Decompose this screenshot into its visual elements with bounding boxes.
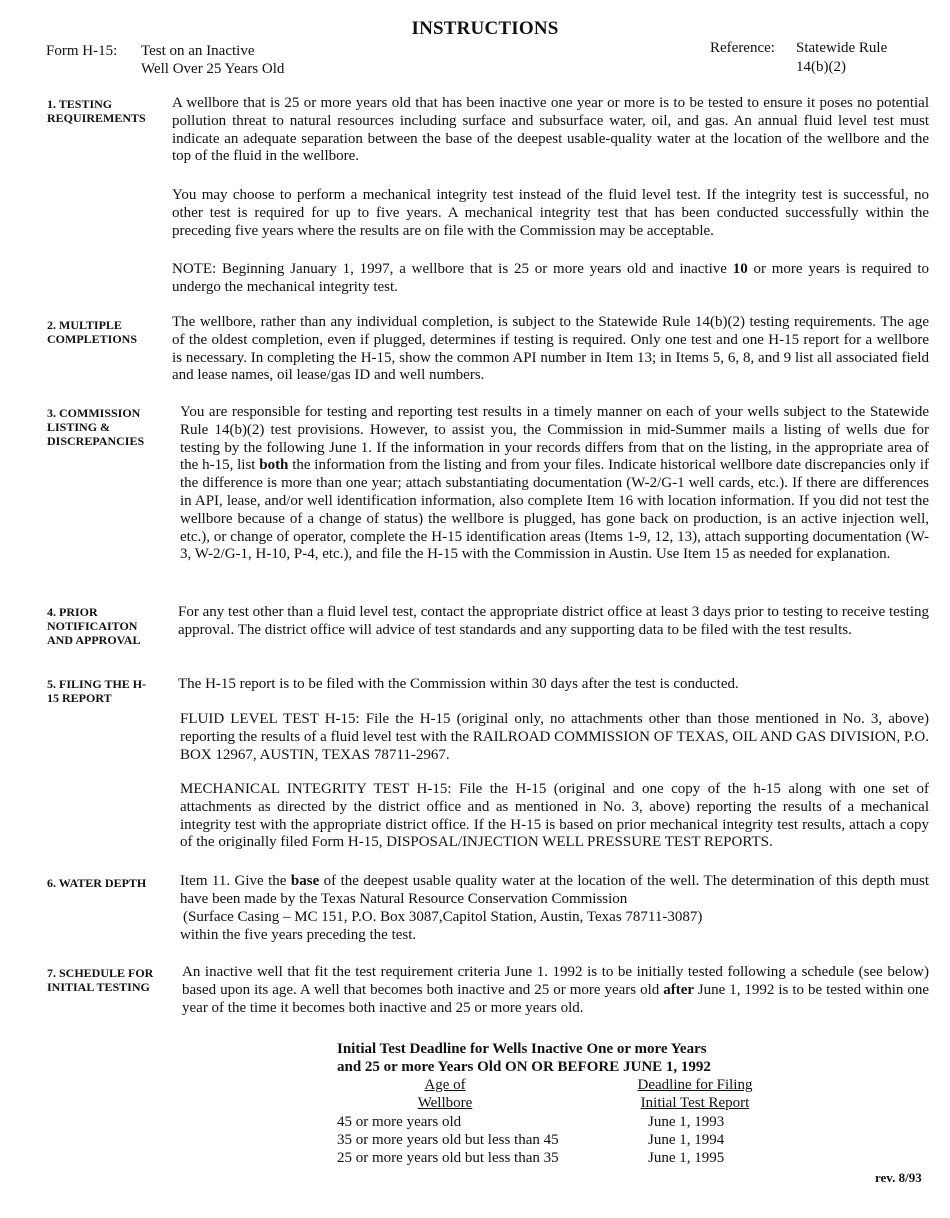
deadline-cell: June 1, 1995 [648,1150,725,1166]
section-5-paragraph-3: MECHANICAL INTEGRITY TEST H-15: File the H-15 (original and one copy of the h-15 along with one set of attachments as directed by the district office and as mentioned in No. 3, above) reporting the results of a mechanical integrity test with the appropriate district office. If the H-15 is based on prior mechanical integrity test results, attach a copy of the originally filed Form H-15, DISPOSAL/INJECTION WELL PRESSURE TEST REPORTS. [180,781,929,851]
section-label-water-depth: 6. WATER DEPTH [47,876,147,890]
schedule-table-title [337,1040,711,1076]
schedule-table-title-line-2: and 25 or more Years Old ON OR BEFORE JUNE 1, 1992 [337,1059,711,1075]
table-row-deadline [648,1131,724,1149]
table-row [337,1149,559,1167]
section-7-paragraph-1: An inactive well that fit the test requirement criteria June 1. 1992 is to be initially tested following a schedule (see below) based upon its age. A well that becomes both inactive and 25 or more years old after June 1, 1992 is to be tested within one year of the time it becomes both inactive and 25 or more years old. [182,964,930,1016]
age-cell: 25 or more years old but less than 35 [337,1150,559,1166]
column-header-deadline-line-1: Deadline for Filing [637,1077,753,1093]
table-row [337,1131,559,1149]
section-5-paragraph-2: FLUID LEVEL TEST H-15: File the H-15 (original only, no attachments other than those mentioned in No. 3, above) reporting the results of a fluid level test with the RAILROAD COMMISSION OF TEXAS, OIL AND GAS DIVISION, P.O. BOX 12967, AUSTIN, TEXAS 78711-2967. [180,711,929,763]
deadline-cell: June 1, 1994 [648,1132,725,1148]
section-label-commission-listing: 3. COMMISSION LISTING & DISCREPANCIES [47,406,145,448]
reference-label: Reference: [710,40,775,56]
section-6-paragraph-3: within the five years preceding the test. [180,927,417,943]
section-3-paragraph-1: You are responsible for testing and reporting test results in a timely manner on each of your wells subject to the Statewide Rule 14(b)(2) test provisions. However, to assist you, the Commission in mid-Summer mails a listing of wells due for testing by the following June 1. If the information in your records differs from that on the listing, in the appropriate area of the h-15, list both the information from the listing and from your files. Indicate historical wellbore date discrepancies only if the difference is more than one year; attach substantiating documentation (W-2/G-1 well cards, etc.). If there are differences in API, lease, and/or well identification information, also complete Item 16 with location information. If you did not test the wellbore because of a change of status) the wellbore is plugged, has gone back on production, is an active injection well, etc.), or change of operator, complete the H-15 identification areas (Items 1-9, 12, 13), attach supporting documentation (W-3, W-2/G-1, H-10, P-4, etc.), and file the H-15 with the Commission in Austin. Use Item 15 as needed for explanation. [180,404,929,563]
section-label-multiple-completions: 2. MULTIPLE COMPLETIONS [47,318,138,346]
section-label-testing-requirements: 1. TESTING REQUIREMENTS [47,97,146,125]
form-description-line-1: Test on an Inactive [141,43,255,59]
section-5-paragraph-1: The H-15 report is to be filed with the Commission within 30 days after the test is conducted. [178,676,739,692]
table-row-deadline [648,1113,724,1131]
reference-value [796,39,887,77]
revision-date: rev. 8/93 [875,1170,922,1185]
column-header-age [400,1076,490,1112]
age-cell: 45 or more years old [337,1114,462,1130]
schedule-table-title-line-1: Initial Test Deadline for Wells Inactive One or more Years [337,1041,707,1057]
column-header-age-line-1: Age of [424,1077,466,1093]
form-description-line-2: Well Over 25 Years Old [141,61,285,77]
reference-value-line-1: Statewide Rule [796,40,888,56]
column-header-deadline-line-2: Initial Test Report [640,1095,750,1111]
deadline-cell: June 1, 1993 [648,1114,725,1130]
section-label-schedule: 7. SCHEDULE FOR INITIAL TESTING [47,966,154,994]
section-1-paragraph-1: A wellbore that is 25 or more years old that has been inactive one year or more is to be tested to ensure it poses no potential pollution threat to natural resources including surface and subsurface water, oil, and gas. An annual fluid level test must indicate an adequate separation between the base of the deepest usable-quality water at the location of the wellbore and the top of the fluid in the wellbore. [172,95,929,165]
page-title: INSTRUCTIONS [411,18,559,39]
reference [710,39,888,75]
table-row [337,1113,461,1131]
section-label-prior-notification: 4. PRIOR NOTIFICAITON AND APPROVAL [47,605,141,647]
section-1-paragraph-2: You may choose to perform a mechanical integrity test instead of the fluid level test. If the integrity test is successful, no other test is required for up to five years. A mechanical integrity test that has been conducted successfully within the preceding five years where the results are on file with the Commission may be acceptable. [172,187,929,239]
section-6-paragraph-2: (Surface Casing – MC 151, P.O. Box 3087,Capitol Station, Austin, Texas 78711-3087) [183,909,703,925]
form-identifier [46,42,285,77]
form-description [141,42,284,78]
section-4-paragraph-1: For any test other than a fluid level test, contact the appropriate district office at least 3 days prior to testing to receive testing approval. The district office will advice of test standards and any supporting data to be filed with the test results. [178,604,929,638]
section-2-paragraph-1: The wellbore, rather than any individual completion, is subject to the Statewide Rule 14(b)(2) testing requirements. The age of the oldest completion, even if plugged, determines if testing is required. Only one test and one H-15 report for a wellbore is necessary. In completing the H-15, show the common API number in Item 13; in Items 5, 6, 8, and 9 list all associated field and lease names, oil lease/gas ID and well numbers. [172,314,929,384]
section-6-paragraph-1: Item 11. Give the base of the deepest usable quality water at the location of the well. The determination of this depth must have been made by the Texas Natural Resource Conservation Commission [180,873,929,907]
section-label-filing-report: 5. FILING THE H-15 REPORT [47,677,147,705]
section-1-paragraph-3: NOTE: Beginning January 1, 1997, a wellbore that is 25 or more years old and inactive 10 or more years is required to undergo the mechanical integrity test. [172,261,929,295]
table-row-deadline [648,1149,724,1167]
age-cell: 35 or more years old but less than 45 [337,1132,559,1148]
form-label: Form H-15: [46,43,118,59]
column-header-age-line-2: Wellbore [417,1095,473,1111]
reference-value-line-2: 14(b)(2) [796,59,846,75]
column-header-deadline [625,1076,765,1112]
